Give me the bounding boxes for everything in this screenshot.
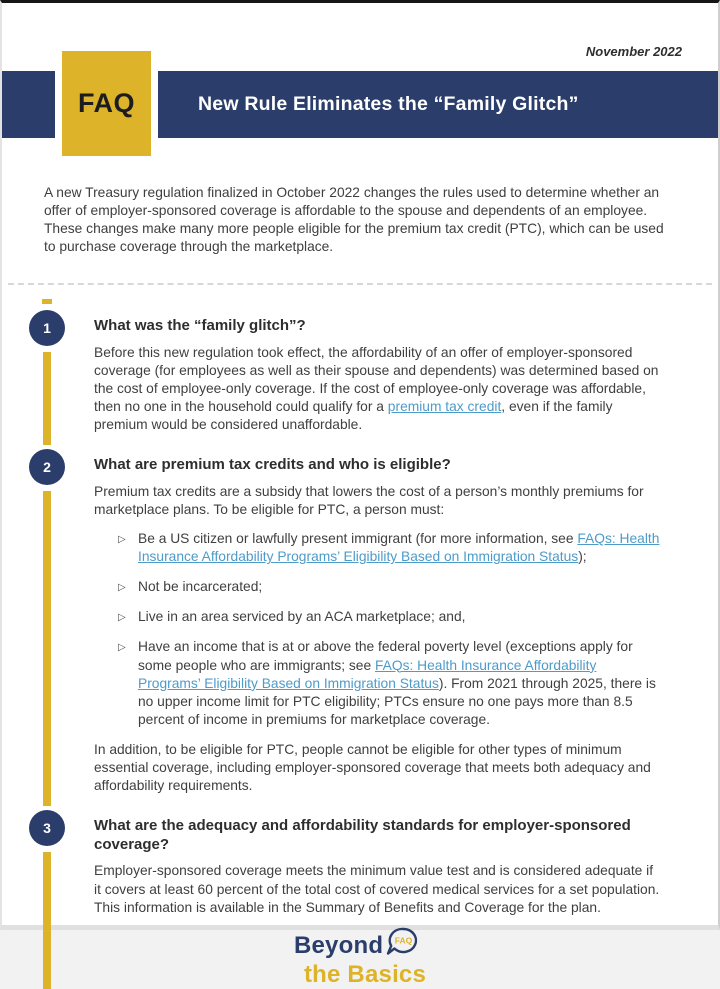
logo-text-beyond: Beyond — [293, 931, 384, 959]
triangle-bullet-icon: ▷ — [118, 612, 126, 624]
faq-section — [2, 810, 718, 917]
triangle-bullet-icon: ▷ — [118, 642, 126, 654]
beyond-the-basics-logo — [294, 932, 426, 989]
question-heading: What was the “family glitch”? — [94, 317, 306, 335]
bullet-item — [94, 608, 660, 626]
inline-link[interactable]: FAQs: Health Insurance Affordability Programs’ Eligibility Based on Immigration Status — [138, 657, 597, 691]
page-title: New Rule Eliminates the “Family Glitch” — [198, 93, 579, 115]
faq-section — [2, 310, 718, 434]
bullet-item — [94, 578, 660, 596]
logo-bubble-text: FAQ — [394, 935, 413, 946]
inline-link[interactable]: premium tax credit — [387, 399, 502, 415]
faq-badge: FAQ — [55, 51, 158, 156]
bullet-text: Not be incarcerated; — [138, 579, 263, 595]
bullet-item — [94, 638, 660, 728]
inline-link[interactable]: FAQs: Health Insurance Affordability Programs’ Eligibility Based on Immigration Status — [138, 531, 660, 565]
answer-paragraph: In addition, to be eligible for PTC, people cannot be eligible for other types of minimum essential coverage, including employer-sponsored coverage that meets both adequacy and affordability requirements. — [94, 741, 651, 793]
bullet-text: Have an income that is at or above the federal poverty level (exceptions apply for some people who are immigrants; see FAQs: Health Insurance Affordability Programs’ Eligibility Based on Immigration Status). From 2021 through 2025, there is no upper income limit for PTC eligibility; PTCs ensure no one pays more than 8.5 percent of income in premiums for marketplace coverage. — [138, 639, 656, 727]
document-date: November 2022 — [585, 44, 682, 59]
bullet-text: Be a US citizen or lawfully present immigrant (for more information, see FAQs: Health Insurance Affordability Programs’ Eligibility Based on Immigration Status); — [138, 531, 660, 565]
timeline-connector — [43, 491, 51, 806]
title-banner — [2, 71, 718, 138]
answer-paragraph: Premium tax credits are a subsidy that lowers the cost of a person’s monthly premiums for marketplace plans. To be eligible for PTC, a person must: — [94, 484, 644, 518]
triangle-bullet-icon: ▷ — [118, 534, 126, 546]
bullet-text: Live in an area serviced by an ACA marketplace; and, — [138, 609, 466, 625]
answer-paragraph: Before this new regulation took effect, the affordability of an offer of employer-sponsored coverage (for employees as well as their spouse and dependents) was determined based on the cost of employee-only coverage. If the cost of employee-only coverage was affordable, then no one in the household could qualify for a premium tax credit, even if the family premium would be considered unaffordable. — [94, 345, 659, 433]
question-heading: What are premium tax credits and who is eligible? — [94, 456, 451, 474]
timeline-connector — [43, 352, 51, 445]
question-number-badge: 3 — [29, 810, 65, 846]
question-number-badge: 2 — [29, 449, 65, 485]
question-number-badge: 1 — [29, 310, 65, 346]
logo-text-the-basics: the Basics — [303, 960, 427, 988]
faq-sections — [2, 310, 718, 916]
dashed-divider — [8, 283, 712, 285]
bullet-item — [94, 530, 660, 566]
faq-section — [2, 449, 718, 795]
faq-speech-bubble-icon — [385, 926, 419, 965]
intro-paragraph: A new Treasury regulation finalized in October 2022 changes the rules used to determine whether an offer of employer-sponsored coverage is affordable to the spouse and dependents of an employee. These changes make many more people eligible for the premium tax credit (PTC), which can be used to purchase coverage through the marketplace. — [44, 185, 664, 255]
answer-paragraph: Employer-sponsored coverage meets the minimum value test and is considered adequate if it covers at least 60 percent of the total cost of covered medical services for a set population. This information is available in the Summary of Benefits and Coverage for the plan. — [94, 863, 660, 915]
timeline-connector — [43, 852, 51, 989]
question-heading: What are the adequacy and affordability standards for employer-sponsored coverage? — [94, 816, 631, 853]
triangle-bullet-icon: ▷ — [118, 582, 126, 594]
